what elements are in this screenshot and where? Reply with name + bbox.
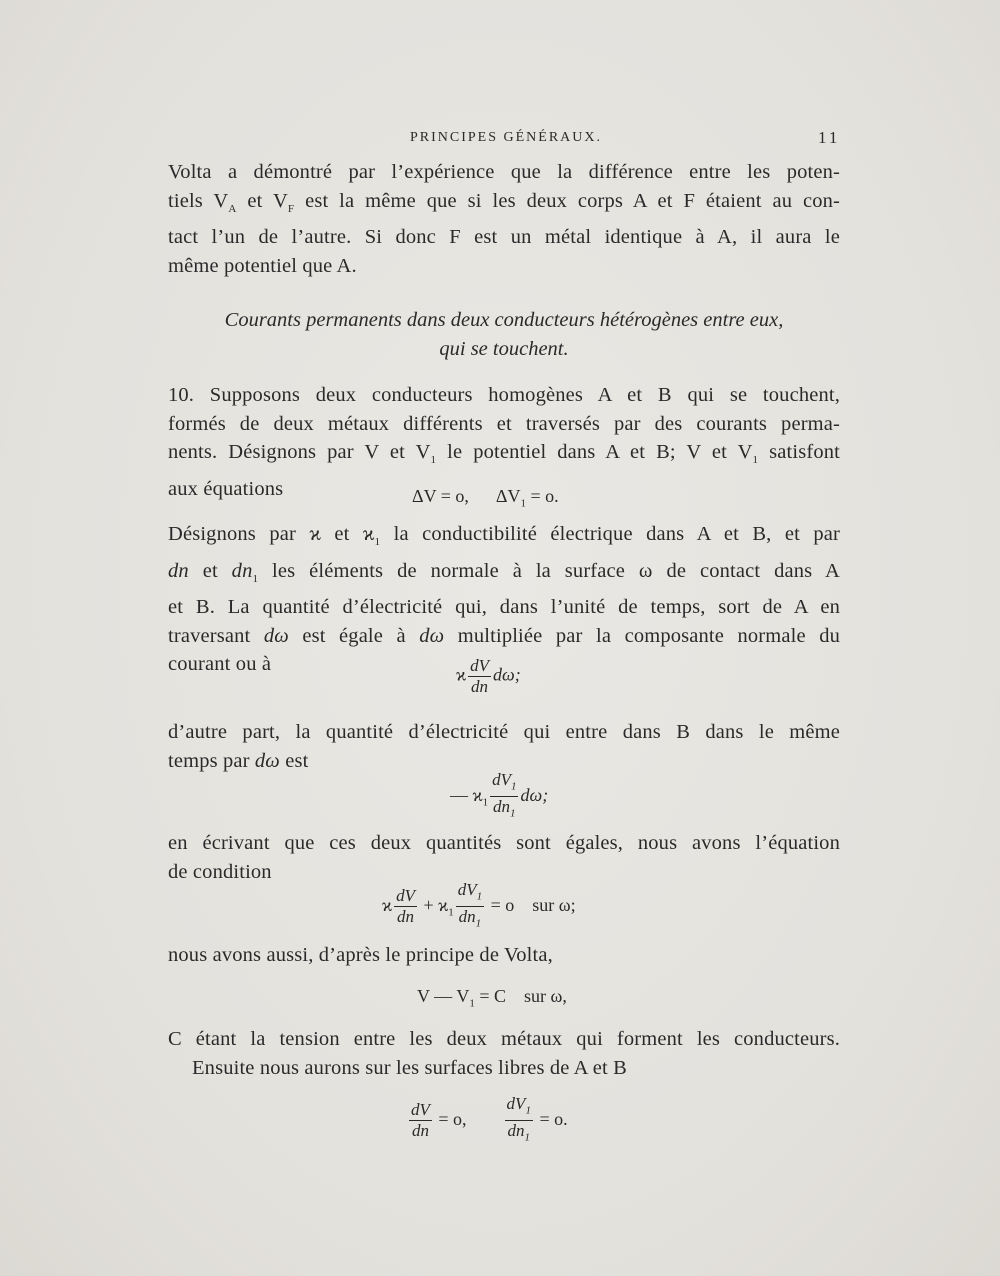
paragraph-autre-part [168, 718, 840, 775]
paragraph-10 [168, 381, 840, 503]
text-line: nents. Désignons par V et $V_1$ le potentiel dans A et B; V et $V_1$ satisfont [168, 441, 840, 467]
text-line: tact l’un de l’autre. Si donc F est un métal identique à A, il aura le [168, 226, 840, 249]
text-line: même potentiel que A. [168, 254, 357, 277]
running-head: PRINCIPES GÉNÉRAUX. [410, 130, 603, 145]
text-line: et B. La quantité d’électricité qui, dans l’unité de temps, sort de A en [168, 596, 840, 619]
page-number: 11 [818, 128, 841, 147]
text-line: traversant dω est égale à dω multipliée par la composante normale du [168, 624, 840, 647]
text-line: tiels $V_A$ et $V_F$ est la même que si les deux corps A et F étaient au con- [168, 189, 840, 215]
paragraph-conductibilite [168, 520, 840, 679]
text-line: dn et $dn_1$ les éléments de normale à la surface ω de contact dans A [168, 559, 840, 585]
text-line: nous avons aussi, d’après le principe de Volta, [168, 944, 553, 966]
text-line: Volta a démontré par l’expérience que la différence entre les poten- [168, 161, 840, 183]
text-line: en écrivant que ces deux quantités sont égales, nous avons l’équation [168, 832, 840, 854]
section-heading [168, 306, 840, 363]
equation-surfaces-libres: $\frac{dV}{dn}$ = o, $\frac{dV_1}{dn_1}$ = o. [411, 1094, 568, 1144]
text-line: Ensuite nous aurons sur les surfaces libres de A et B [192, 1056, 627, 1079]
equation-laplace: ΔV = o, $\Delta V_1 = o$. [412, 486, 559, 510]
text-line: aux équations [168, 477, 284, 500]
text-line: Désignons par ϰ et $ϰ_1$ la conductibilité électrique dans A et B, et par [168, 523, 840, 549]
paragraph-volta [168, 158, 840, 280]
paragraph-tension [168, 1025, 840, 1082]
text-line: temps par dω est [168, 749, 309, 772]
text-line: courant ou à [168, 653, 272, 676]
equation-flux-b: — $ϰ_1$ $\frac{dV_1}{dn_1}$ dω; [450, 770, 549, 820]
equation-tension: V — $V_1 = C$ sur ω, [417, 986, 567, 1010]
text-line: C étant la tension entre les deux métaux qui forment les conducteurs. [168, 1028, 840, 1050]
equation-flux-a: ϰ $\frac{dV}{dn}$ dω; [456, 656, 521, 696]
paragraph-principe-volta [168, 941, 840, 970]
equation-condition: ϰ $\frac{dV}{dn}$ + $ϰ_1$ $\frac{dV_1}{dn_1}$ = o sur ω; [382, 880, 576, 930]
text-line: formés de deux métaux différents et traversés par des courants perma- [168, 412, 840, 435]
text-line: de condition [168, 860, 272, 883]
paragraph-en-ecrivant [168, 829, 840, 886]
text-line: 10. Supposons deux conducteurs homogènes A et B qui se touchent, [168, 384, 840, 406]
heading-line: qui se touchent. [439, 337, 569, 360]
heading-line: Courants permanents dans deux conducteurs hétérogènes entre eux, [224, 309, 784, 331]
page-header [0, 130, 1000, 152]
text-line: d’autre part, la quantité d’électricité qui entre dans B dans le même [168, 721, 840, 743]
